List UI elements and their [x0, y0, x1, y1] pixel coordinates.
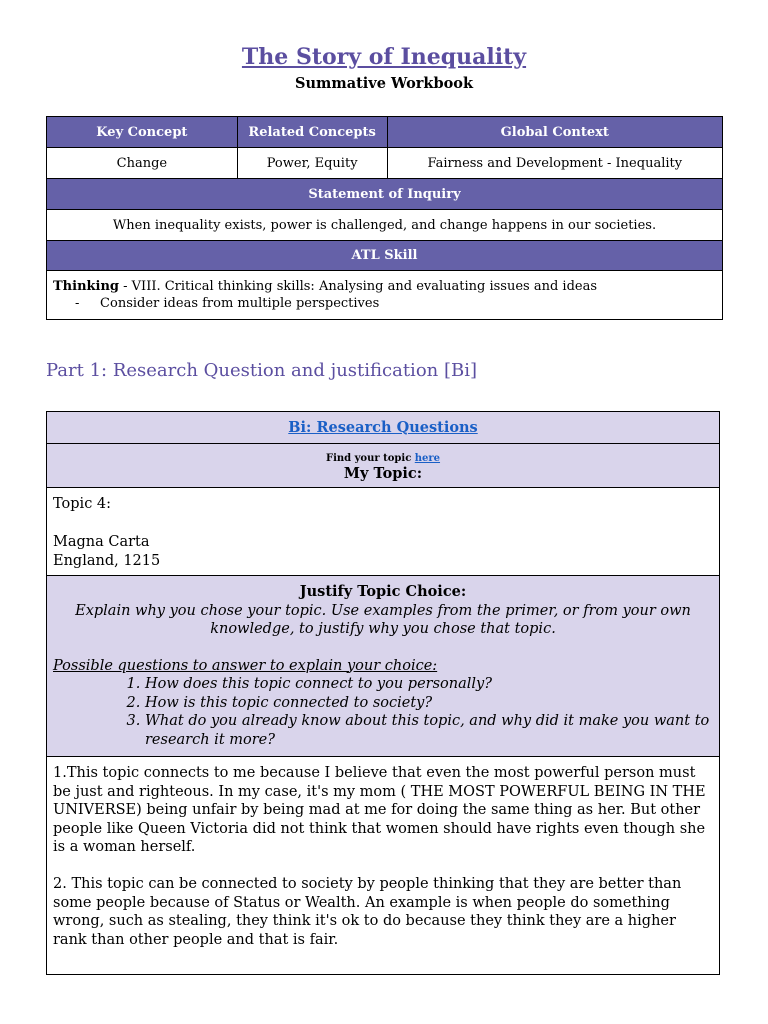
possible-questions-label: Possible questions to answer to explain your choice: — [53, 657, 438, 674]
atl-cell[interactable] — [47, 271, 723, 320]
atl-skill-name: Thinking — [53, 279, 120, 294]
part1-heading: Part 1: Research Question and justification [Bi] — [46, 360, 477, 381]
inquiry-statement[interactable]: When inequality exists, power is challenged, and change happens in our societies. — [47, 210, 723, 241]
topic-name: Magna Carta — [53, 533, 150, 550]
research-table — [46, 411, 720, 975]
question-item: 2. How is this topic connected to society? — [145, 694, 713, 713]
inquiry-header: Statement of Inquiry — [47, 179, 723, 210]
atl-header: ATL Skill — [47, 241, 723, 271]
key-concept-value[interactable]: Change — [47, 148, 238, 179]
page-title: The Story of Inequality — [241, 44, 527, 70]
justify-heading: Justify Topic Choice: — [299, 583, 467, 600]
questions-list — [53, 675, 713, 749]
atl-skill-text: - VIII. Critical thinking skills: Analysing and evaluating issues and ideas — [119, 279, 598, 294]
page-subtitle: Summative Workbook — [295, 75, 473, 92]
topic-cell[interactable] — [47, 488, 720, 576]
find-topic-line — [53, 451, 713, 466]
research-questions-link[interactable]: Bi: Research Questions — [288, 419, 478, 436]
find-topic-link[interactable]: here — [414, 452, 441, 464]
question-item: 3. What do you already know about this topic, and why did it make you want to research it more? — [145, 712, 713, 749]
key-concept-header: Key Concept — [47, 117, 238, 148]
answer-paragraph-1: 1.This topic connects to me because I believe that even the most powerful person must be just and righteous. In my case, it's my mom ( THE MOST POWERFUL BEING IN THE UNIVERSE) being unfair by being mad at me for doing the same thing as her. But other people like Queen Victoria did not think that women should have rights even though she is a woman herself. — [53, 765, 706, 855]
related-concepts-value[interactable]: Power, Equity — [237, 148, 387, 179]
related-concepts-header: Related Concepts — [237, 117, 387, 148]
topic-number: Topic 4: — [53, 496, 112, 512]
global-context-value[interactable]: Fairness and Development - Inequality — [387, 148, 722, 179]
research-section-title-cell — [47, 412, 720, 444]
topic-place-date: England, 1215 — [53, 552, 161, 569]
global-context-header: Global Context — [387, 117, 722, 148]
answer-cell[interactable] — [47, 757, 720, 975]
justify-instructions: Explain why you chose your topic. Use examples from the primer, or from your own knowledge, to justify why you chose that topic. — [75, 602, 691, 637]
atl-sub-item: - Consider ideas from multiple perspectives — [75, 296, 380, 311]
overview-table — [46, 116, 723, 320]
my-topic-label: My Topic: — [343, 464, 423, 482]
answer-paragraph-2: 2. This topic can be connected to society by people thinking that they are better than some people because of Status or Wealth. An example is when people do something wrong, such as stealing, they think it's ok to do because they think they are a higher rank than other people and that is fair. — [53, 876, 682, 948]
question-item: 1. How does this topic connect to you personally? — [145, 675, 713, 694]
find-topic-text: Find your topic — [325, 452, 415, 464]
justify-prompt-cell — [47, 576, 720, 757]
my-topic-header-cell — [47, 444, 720, 488]
